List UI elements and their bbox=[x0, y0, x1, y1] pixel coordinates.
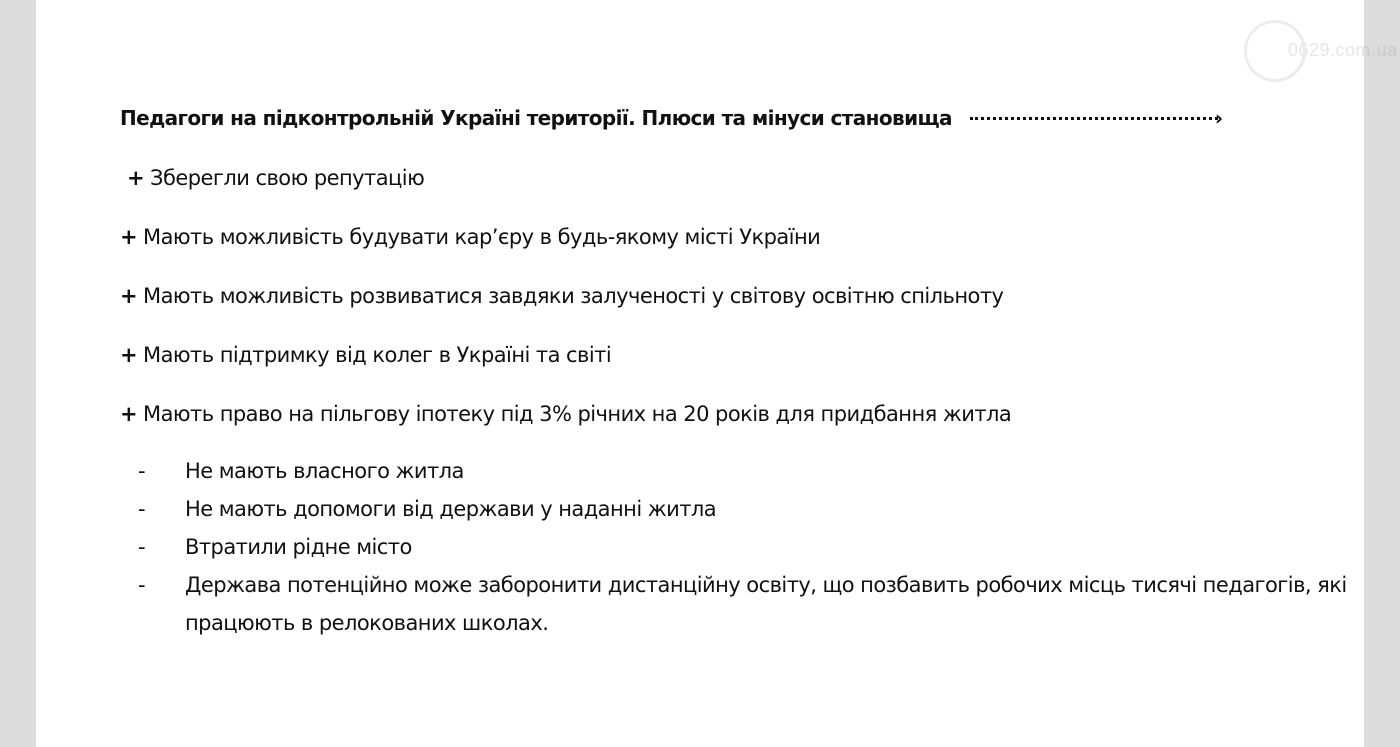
plus-sign: + bbox=[120, 225, 138, 249]
cons-list bbox=[138, 452, 1358, 642]
slide-heading: Педагоги на підконтрольній Україні території. Плюси та мінуси становища bbox=[120, 106, 952, 130]
con-item bbox=[138, 490, 1358, 528]
pro-item-text: Зберегли свою репутацію bbox=[150, 166, 425, 190]
dash-bullet: - bbox=[138, 573, 146, 597]
pro-item-text: Мають можливість будувати кар’єру в будь-якому місті України bbox=[143, 225, 821, 249]
con-item-text: Втратили рідне місто bbox=[185, 535, 412, 559]
plus-sign: + bbox=[120, 402, 138, 426]
site-watermark bbox=[1236, 16, 1398, 86]
dotted-arrow-line bbox=[970, 117, 1218, 124]
slide-heading-row bbox=[120, 103, 1330, 133]
con-item bbox=[138, 566, 1358, 642]
dash-bullet: - bbox=[138, 535, 146, 559]
dash-bullet: - bbox=[138, 459, 146, 483]
arrow-right-icon: › bbox=[1214, 106, 1224, 130]
pro-item bbox=[120, 160, 1011, 219]
con-item bbox=[138, 452, 1358, 490]
plus-sign: + bbox=[127, 166, 145, 190]
pro-item bbox=[120, 278, 1011, 337]
pro-item bbox=[120, 219, 1011, 278]
pro-item-text: Мають можливість розвиватися завдяки залученості у світову освітню спільноту bbox=[143, 284, 1004, 308]
con-item-text: Держава потенційно може заборонити дистанційну освіту, що позбавить робочих місць тисячі педагогів, які працюють в релокованих школах. bbox=[185, 573, 1347, 635]
pro-item bbox=[120, 396, 1011, 455]
pro-item-text: Мають право на пільгову іпотеку під 3% річних на 20 років для придбання житла bbox=[143, 402, 1012, 426]
con-item bbox=[138, 528, 1358, 566]
plus-sign: + bbox=[120, 343, 138, 367]
plus-sign: + bbox=[120, 284, 138, 308]
con-item-text: Не мають допомоги від держави у наданні житла bbox=[185, 497, 717, 521]
watermark-text: 0629.com.ua bbox=[1288, 40, 1398, 60]
pro-item bbox=[120, 337, 1011, 396]
dash-bullet: - bbox=[138, 497, 146, 521]
con-item-text: Не мають власного житла bbox=[185, 459, 464, 483]
pro-item-text: Мають підтримку від колег в Україні та світі bbox=[143, 343, 612, 367]
pros-list bbox=[120, 160, 1011, 455]
